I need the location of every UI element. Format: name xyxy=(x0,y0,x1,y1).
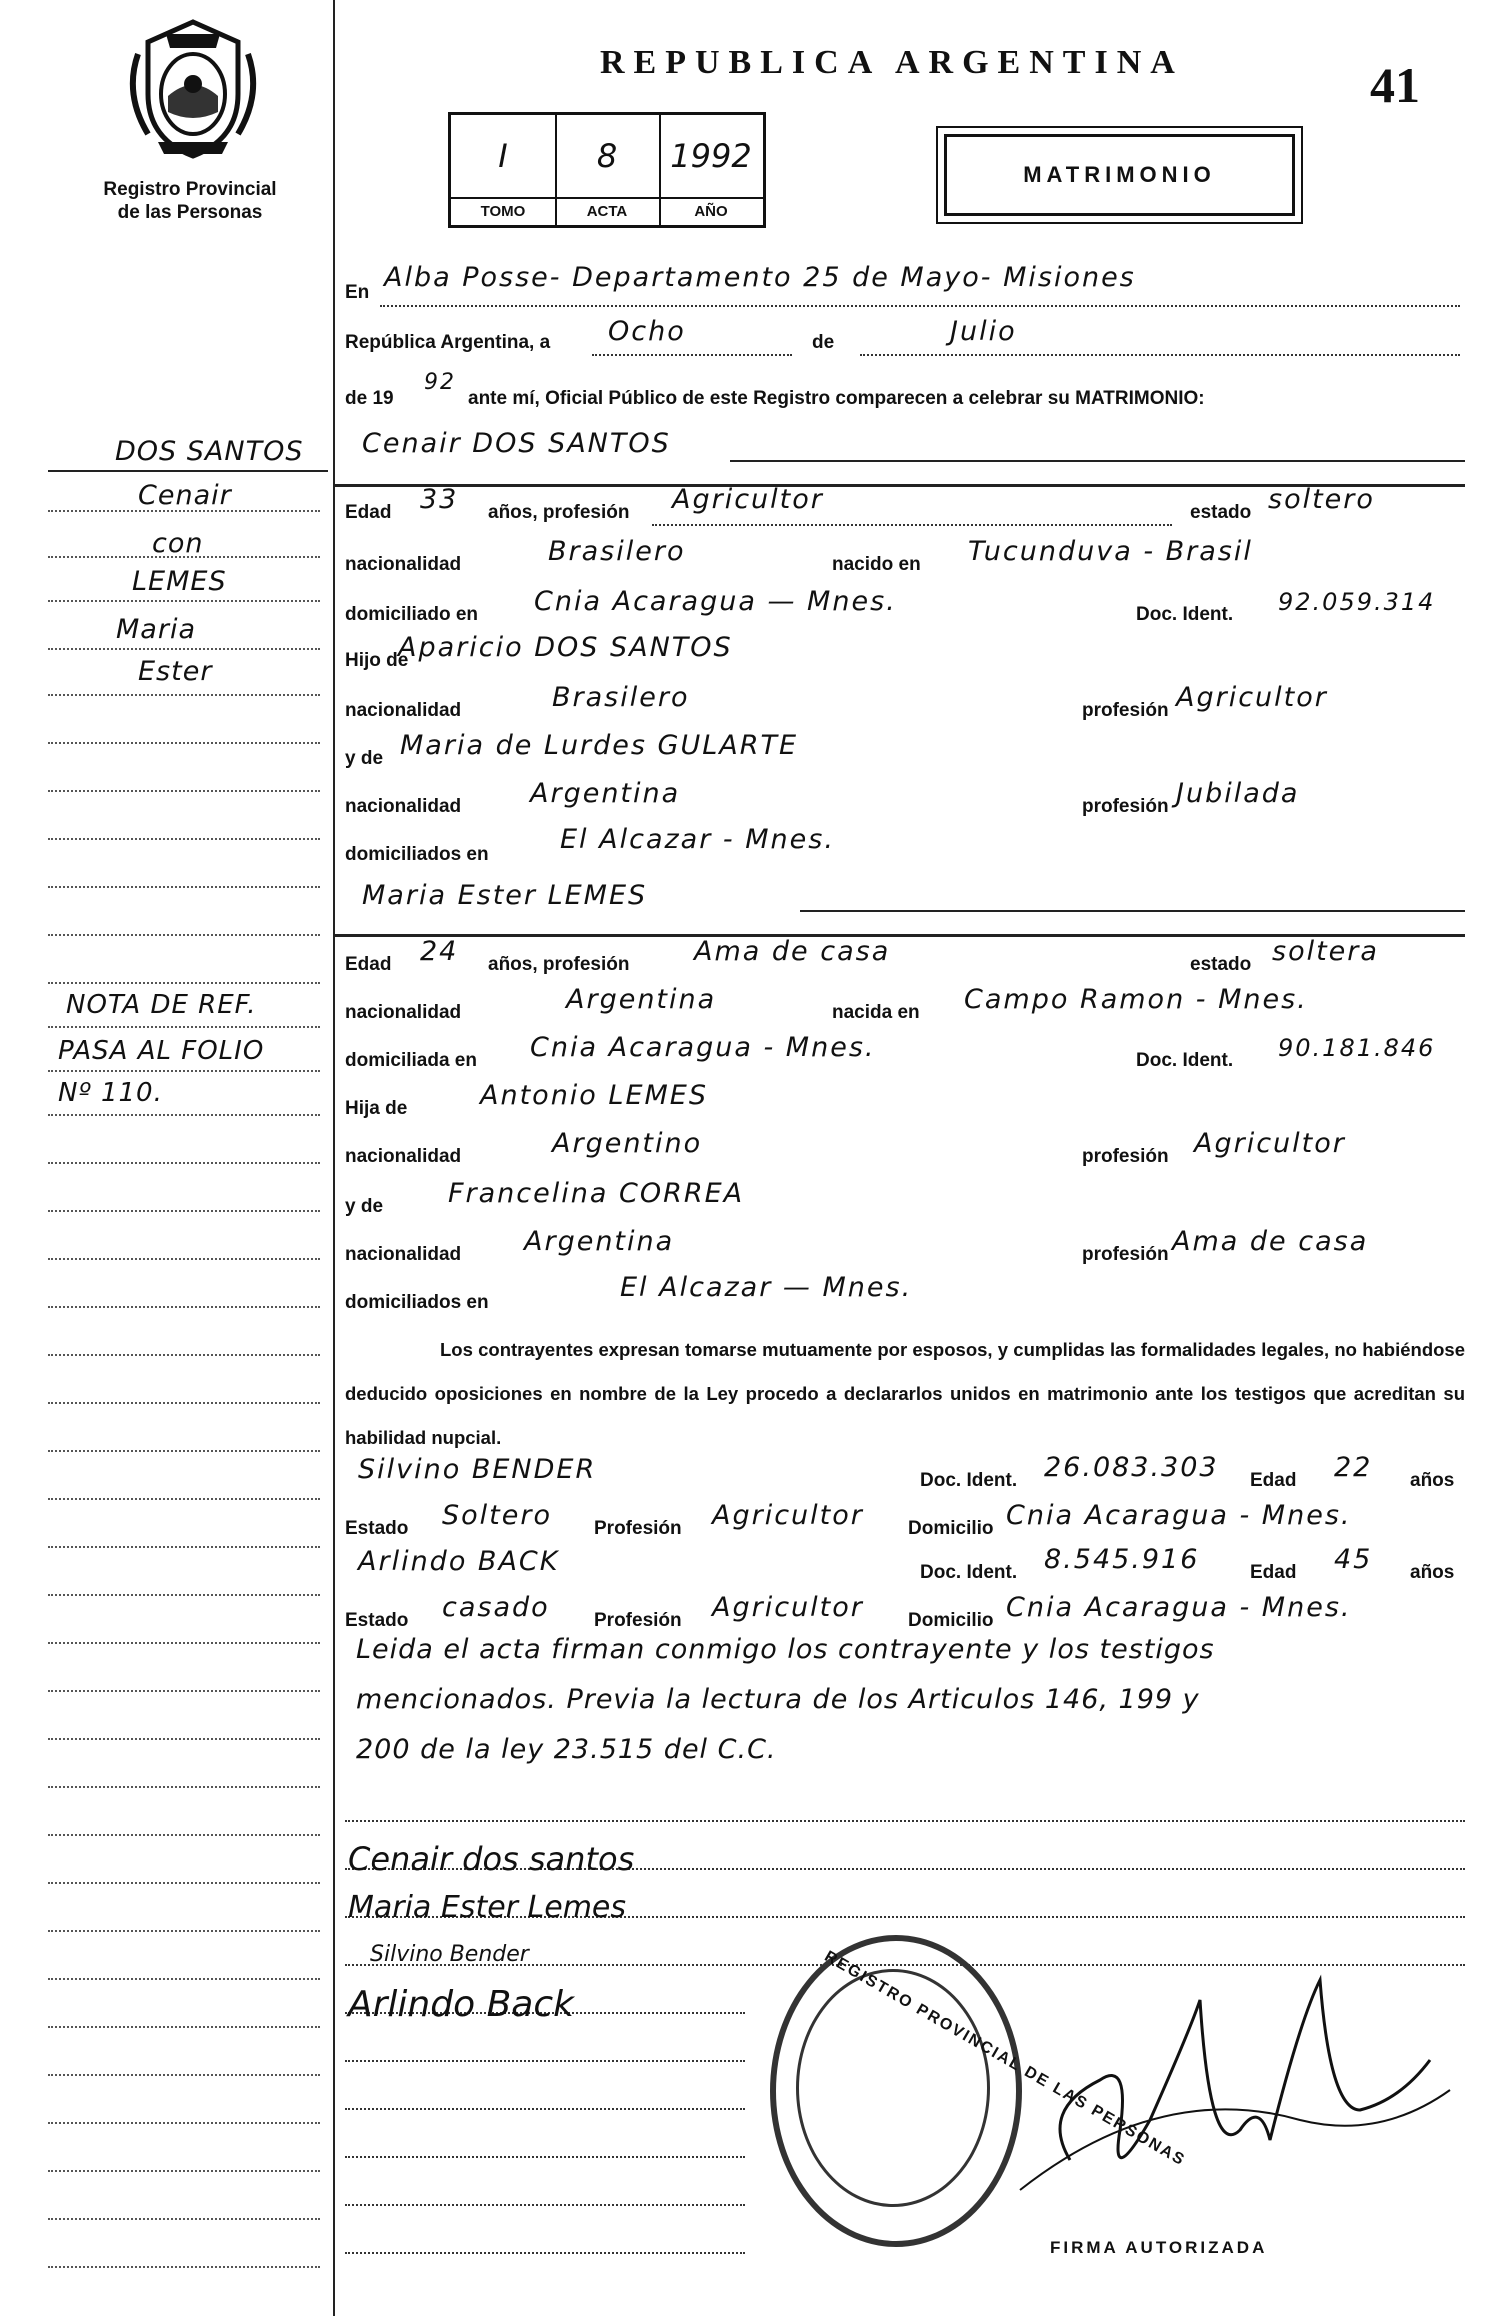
label-anios-profesion: años, profesión xyxy=(488,502,630,523)
label-testigo-estado: Estado xyxy=(345,1610,409,1631)
label-comparecen: ante mí, Oficial Público de este Registro comparecen a celebrar su MATRIMONIO: xyxy=(468,388,1205,409)
margin-line xyxy=(48,1930,320,1932)
label-y-de: y de xyxy=(345,748,384,769)
label-nacionalidad: nacionalidad xyxy=(345,1146,462,1167)
signature-witness-2: Arlindo Back xyxy=(348,1984,574,2025)
margin-line xyxy=(48,1162,320,1164)
label-edad: Edad xyxy=(345,502,392,523)
witness-2-profession: Agricultor xyxy=(712,1592,864,1623)
margin-line xyxy=(48,1738,320,1740)
groom-parents-address: El Alcazar - Mnes. xyxy=(560,824,835,855)
acta-value: 8 xyxy=(596,137,618,175)
bride-address: Cnia Acaragua - Mnes. xyxy=(530,1032,876,1063)
label-testigo-profesion: Profesión xyxy=(594,1518,682,1539)
groom-father-nationality: Brasilero xyxy=(552,682,690,713)
closing-line-1: Leida el acta firman conmigo los contrayente y los testigos xyxy=(356,1634,1215,1665)
label-nacionalidad: nacionalidad xyxy=(345,796,462,817)
margin-note-folio: PASA AL FOLIO xyxy=(58,1036,265,1066)
label-testigo-domicilio: Domicilio xyxy=(908,1518,994,1539)
label-estado: estado xyxy=(1190,502,1252,523)
margin-line xyxy=(48,694,320,696)
stamp-text: REGISTRO PROVINCIAL DE LAS PERSONAS xyxy=(821,1948,1189,2170)
margin-line xyxy=(48,1642,320,1644)
anio-label: AÑO xyxy=(659,197,763,225)
label-testigo-profesion: Profesión xyxy=(594,1610,682,1631)
margin-note-bride-surname: LEMES xyxy=(132,566,227,597)
label-anios-profesion: años, profesión xyxy=(488,954,630,975)
witness-2-address: Cnia Acaragua - Mnes. xyxy=(1006,1592,1352,1623)
signature-groom: Cenair dos santos xyxy=(348,1840,635,1878)
place-value: Alba Posse- Departamento 25 de Mayo- Misiones xyxy=(384,262,1136,293)
place-line xyxy=(380,305,1460,307)
groom-father: Aparicio DOS SANTOS xyxy=(398,632,733,663)
bride-mother: Francelina CORREA xyxy=(448,1178,745,1209)
groom-mother: Maria de Lurdes GULARTE xyxy=(400,730,799,761)
label-hijo-de: Hijo de xyxy=(345,650,409,671)
label-y-de: y de xyxy=(345,1196,384,1217)
margin-line xyxy=(48,1594,320,1596)
blank-line xyxy=(345,2108,745,2110)
margin-line xyxy=(48,742,320,744)
margin-line xyxy=(48,556,320,558)
label-testigo-doc: Doc. Ident. xyxy=(920,1470,1018,1491)
margin-line xyxy=(48,1258,320,1260)
witness-2-doc: 8.545.916 xyxy=(1044,1544,1200,1575)
month-value: Julio xyxy=(950,316,1017,347)
official-signature-icon xyxy=(1000,1960,1470,2210)
label-nacionalidad: nacionalidad xyxy=(345,554,462,575)
margin-line xyxy=(48,648,320,650)
margin-line xyxy=(48,1690,320,1692)
margin-note-con: con xyxy=(152,528,204,559)
label-en: En xyxy=(345,282,370,303)
signature-witness-1: Silvino Bender xyxy=(370,1942,529,1967)
groom-nationality: Brasilero xyxy=(548,536,686,567)
margin-line xyxy=(48,1978,320,1980)
margin-line xyxy=(48,510,320,512)
bride-nationality: Argentina xyxy=(566,984,717,1015)
bride-father-nationality: Argentino xyxy=(552,1128,703,1159)
label-de19: de 19 xyxy=(345,388,394,409)
margin-line xyxy=(48,1114,320,1116)
document-type: MATRIMONIO xyxy=(944,134,1295,216)
bride-age: 24 xyxy=(420,936,459,967)
witness-1-profession: Agricultor xyxy=(712,1500,864,1531)
groom-father-profession: Agricultor xyxy=(1176,682,1328,713)
label-hija-de: Hija de xyxy=(345,1098,408,1119)
label-testigo-edad: Edad xyxy=(1250,1562,1297,1583)
margin-note-bride-first: Maria xyxy=(116,614,196,645)
bride-mother-nationality: Argentina xyxy=(524,1226,675,1257)
acta-cell xyxy=(555,115,661,225)
declaration-paragraph: Los contrayentes expresan tomarse mutuamente por esposos, y cumplidas las formalidades legales, no habiéndose deducido oposiciones en nombre de la Ley procedo a declararlos unidos en matrimonio ante los testigos que acreditan su habilidad nupcial. xyxy=(345,1339,1465,1448)
acta-label: ACTA xyxy=(555,197,659,225)
witness-2-state: casado xyxy=(442,1592,550,1623)
tomo-cell xyxy=(451,115,557,225)
anio-value: 1992 xyxy=(670,137,752,175)
label-profesion: profesión xyxy=(1082,1146,1169,1167)
label-de: de xyxy=(812,332,835,353)
blank-line xyxy=(345,2252,745,2254)
act-number-box xyxy=(448,112,766,228)
closing-line-3: 200 de la ley 23.515 del C.C. xyxy=(356,1734,777,1765)
margin-note-groom-name: Cenair xyxy=(138,480,232,511)
bride-name: Maria Ester LEMES xyxy=(362,880,648,911)
margin-line xyxy=(48,1882,320,1884)
margin-line xyxy=(48,2122,320,2124)
label-nacionalidad: nacionalidad xyxy=(345,1002,462,1023)
day-line xyxy=(592,354,792,356)
bride-parents-address: El Alcazar — Mnes. xyxy=(620,1272,913,1303)
witness-1-state: Soltero xyxy=(442,1500,552,1531)
margin-line xyxy=(48,1834,320,1836)
margin-note-number: Nº 110. xyxy=(58,1078,163,1108)
label-testigo-estado: Estado xyxy=(345,1518,409,1539)
bride-state: soltera xyxy=(1272,936,1379,967)
groom-name-line xyxy=(730,460,1465,462)
groom-doc: 92.059.314 xyxy=(1278,588,1436,616)
label-estado: estado xyxy=(1190,954,1252,975)
registry-name: Registro Provincial de las Personas xyxy=(103,179,277,223)
margin-line xyxy=(48,790,320,792)
margin-line xyxy=(48,2026,320,2028)
label-profesion: profesión xyxy=(1082,700,1169,721)
margin-note-surname: DOS SANTOS xyxy=(115,436,304,467)
margin-note-bride-second: Ester xyxy=(138,656,213,687)
bride-doc: 90.181.846 xyxy=(1278,1034,1436,1062)
margin-line xyxy=(48,1306,320,1308)
day-value: Ocho xyxy=(608,316,686,347)
signature-bride: Maria Ester Lemes xyxy=(348,1890,627,1925)
witness-1-name: Silvino BENDER xyxy=(358,1454,597,1485)
bride-mother-profession: Ama de casa xyxy=(1172,1226,1369,1257)
tomo-value: I xyxy=(498,137,508,175)
label-nacido-en: nacido en xyxy=(832,554,921,575)
margin-line xyxy=(48,2266,320,2268)
label-testigo-edad: Edad xyxy=(1250,1470,1297,1491)
margin-note-ref: NOTA DE REF. xyxy=(66,990,257,1020)
witness-1-age: 22 xyxy=(1334,1452,1373,1483)
margin-line xyxy=(48,934,320,936)
closing-line-2: mencionados. Previa la lectura de los Articulos 146, 199 y xyxy=(356,1684,1200,1715)
groom-profession-line xyxy=(652,524,1172,526)
witness-2-age: 45 xyxy=(1334,1544,1373,1575)
label-republica: República Argentina, a xyxy=(345,332,551,353)
margin-rule xyxy=(48,470,328,472)
margin-line xyxy=(48,886,320,888)
authorized-signature-label: FIRMA AUTORIZADA xyxy=(1050,2238,1268,2257)
bride-father: Antonio LEMES xyxy=(480,1080,708,1111)
margin-line xyxy=(48,1546,320,1548)
label-nacionalidad: nacionalidad xyxy=(345,700,462,721)
page-number: 41 xyxy=(1370,57,1420,113)
label-doc: Doc. Ident. xyxy=(1136,1050,1234,1071)
bride-birthplace: Campo Ramon - Mnes. xyxy=(964,984,1308,1015)
bride-profession: Ama de casa xyxy=(694,936,891,967)
groom-state: soltero xyxy=(1268,484,1375,515)
label-testigo-doc: Doc. Ident. xyxy=(920,1562,1018,1583)
label-testigo-domicilio: Domicilio xyxy=(908,1610,994,1631)
margin-line xyxy=(48,2074,320,2076)
groom-birthplace: Tucunduva - Brasil xyxy=(968,536,1253,567)
label-testigo-anios: años xyxy=(1410,1470,1455,1491)
margin-line xyxy=(48,2170,320,2172)
groom-age: 33 xyxy=(420,484,459,515)
label-profesion: profesión xyxy=(1082,1244,1169,1265)
groom-profession: Agricultor xyxy=(672,484,824,515)
label-domiciliados-en: domiciliados en xyxy=(345,1292,489,1313)
margin-line xyxy=(48,1210,320,1212)
witness-1-address: Cnia Acaragua - Mnes. xyxy=(1006,1500,1352,1531)
groom-name: Cenair DOS SANTOS xyxy=(362,428,671,459)
margin-line xyxy=(48,1026,320,1028)
anio-cell xyxy=(659,115,763,225)
label-domiciliado-en: domiciliado en xyxy=(345,604,479,625)
margin-line xyxy=(48,838,320,840)
bride-name-line xyxy=(800,910,1465,912)
label-edad: Edad xyxy=(345,954,392,975)
groom-mother-profession: Jubilada xyxy=(1176,778,1300,809)
label-domiciliada-en: domiciliada en xyxy=(345,1050,477,1071)
margin-line xyxy=(48,1786,320,1788)
blank-line xyxy=(345,2156,745,2158)
witness-2-name: Arlindo BACK xyxy=(358,1546,560,1577)
margin-line xyxy=(48,1354,320,1356)
witness-1-doc: 26.083.303 xyxy=(1044,1452,1219,1483)
margin-line xyxy=(48,1402,320,1404)
blank-line xyxy=(345,2204,745,2206)
document-title: REPUBLICA ARGENTINA xyxy=(600,44,1184,81)
margin-line xyxy=(48,1498,320,1500)
year-value: 92 xyxy=(424,370,456,395)
label-doc: Doc. Ident. xyxy=(1136,604,1234,625)
groom-address: Cnia Acaragua — Mnes. xyxy=(534,586,897,617)
label-nacionalidad: nacionalidad xyxy=(345,1244,462,1265)
margin-line xyxy=(48,1450,320,1452)
bride-father-profession: Agricultor xyxy=(1194,1128,1346,1159)
label-profesion: profesión xyxy=(1082,796,1169,817)
tomo-label: TOMO xyxy=(451,197,555,225)
blank-line xyxy=(345,2060,745,2062)
label-nacida-en: nacida en xyxy=(832,1002,920,1023)
margin-line xyxy=(48,600,320,602)
label-domiciliados-en: domiciliados en xyxy=(345,844,489,865)
margin-line xyxy=(48,1070,320,1072)
margin-line xyxy=(48,982,320,984)
registry-stamp xyxy=(770,1935,1022,2247)
blank-line xyxy=(345,1820,1465,1822)
label-testigo-anios: años xyxy=(1410,1562,1455,1583)
month-line xyxy=(860,354,1460,356)
coat-of-arms-icon xyxy=(118,14,268,164)
margin-line xyxy=(48,2218,320,2220)
margin-divider xyxy=(333,0,335,2316)
groom-mother-nationality: Argentina xyxy=(530,778,681,809)
